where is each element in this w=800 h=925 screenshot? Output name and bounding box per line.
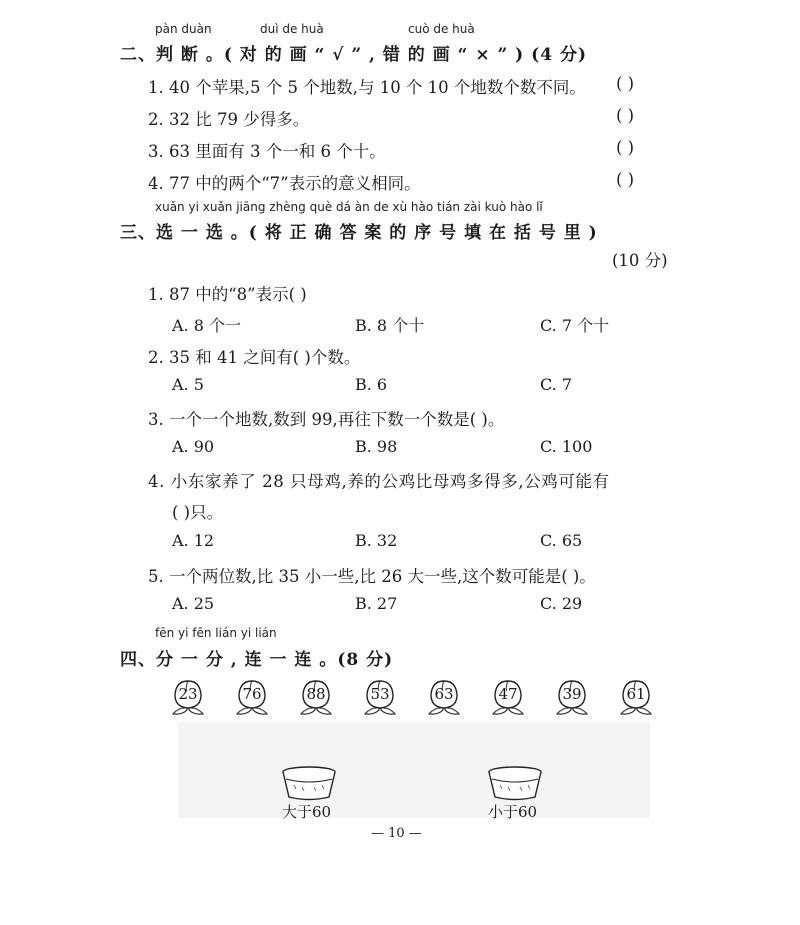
judge-answer-1[interactable]: ( ) [616,74,635,93]
q5-option-b[interactable]: B. 27 [355,594,398,613]
peach-number: 39 [562,685,582,703]
q5-option-a[interactable]: A. 25 [172,594,215,613]
section4-pinyin: fēn yi fēn lián yi lián [155,626,277,640]
pinyin-panduan: pàn duàn [155,22,212,36]
choice-question-5: 5. 一个两位数,比 35 小一些,比 26 大一些,这个数可能是( )。 [148,567,596,586]
q3-option-c[interactable]: C. 100 [540,437,593,456]
pinyin-duidehua: duì de huà [260,22,324,36]
peach-76[interactable] [234,677,270,717]
peach-39[interactable] [554,677,590,717]
q3-option-a[interactable]: A. 90 [172,437,215,456]
choice-question-4: 4. 小东家养了 28 只母鸡,养的公鸡比母鸡多得多,公鸡可能有 [148,472,610,491]
q5-option-c[interactable]: C. 29 [540,594,583,613]
peach-53[interactable] [362,677,398,717]
peach-23[interactable] [170,677,206,717]
section3-pinyin: xuǎn yi xuǎn jiāng zhèng què dá àn de xù hào tián zài kuò hào lǐ [155,200,543,214]
page-number: — 10 — [371,826,422,841]
judge-answer-2[interactable]: ( ) [616,106,635,125]
q2-option-c[interactable]: C. 7 [540,375,573,394]
q1-option-b[interactable]: B. 8 个十 [355,316,425,335]
peach-number: 76 [242,685,262,703]
q1-option-a[interactable]: A. 8 个一 [172,316,241,335]
basket-less-icon[interactable] [486,765,544,801]
q3-option-b[interactable]: B. 98 [355,437,398,456]
pinyin-cuodehua: cuò de huà [408,22,475,36]
judge-answer-3[interactable]: ( ) [616,138,635,157]
peach-61[interactable] [618,677,654,717]
basket-less-label: 小于60 [488,803,538,821]
section3-title: 三、选 一 选 。( 将 正 确 答 案 的 序 号 填 在 括 号 里 ) [120,223,598,243]
q2-option-a[interactable]: A. 5 [172,375,204,394]
judge-item-4: 4. 77 中的两个“7”表示的意义相同。 [148,174,421,193]
judge-item-2: 2. 32 比 79 少得多。 [148,110,310,129]
section3-score: (10 分) [612,251,668,270]
choice-question-2: 2. 35 和 41 之间有( )个数。 [148,348,361,367]
judge-answer-4[interactable]: ( ) [616,170,635,189]
q4-option-b[interactable]: B. 32 [355,531,398,550]
peach-88[interactable] [298,677,334,717]
q1-option-c[interactable]: C. 7 个十 [540,316,610,335]
judge-item-1: 1. 40 个苹果,5 个 5 个地数,与 10 个 10 个地数个数不同。 [148,78,586,97]
choice-question-1: 1. 87 中的“8”表示( ) [148,285,307,304]
peach-number: 47 [498,685,518,703]
judge-item-3: 3. 63 里面有 3 个一和 6 个十。 [148,142,386,161]
section2-title: 二、判 断 。( 对 的 画 “ √ ” , 错 的 画 “ × ” ) (4 分) [120,45,587,65]
q4-option-a[interactable]: A. 12 [172,531,215,550]
q4-option-c[interactable]: C. 65 [540,531,583,550]
section4-title: 四、分 一 分 , 连 一 连 。(8 分) [120,650,394,670]
peach-47[interactable] [490,677,526,717]
peach-number: 23 [178,685,198,703]
basket-greater-icon[interactable] [280,765,338,801]
basket-panel [178,722,650,818]
peach-number: 53 [370,685,390,703]
peach-number: 63 [434,685,454,703]
q2-option-b[interactable]: B. 6 [355,375,388,394]
peach-number: 88 [306,685,326,703]
peach-number: 61 [626,685,646,703]
basket-greater-label: 大于60 [282,803,332,821]
peach-63[interactable] [426,677,462,717]
choice-question-3: 3. 一个一个地数,数到 99,再往下数一个数是( )。 [148,410,505,429]
choice-question-4-cont: ( )只。 [172,503,224,522]
